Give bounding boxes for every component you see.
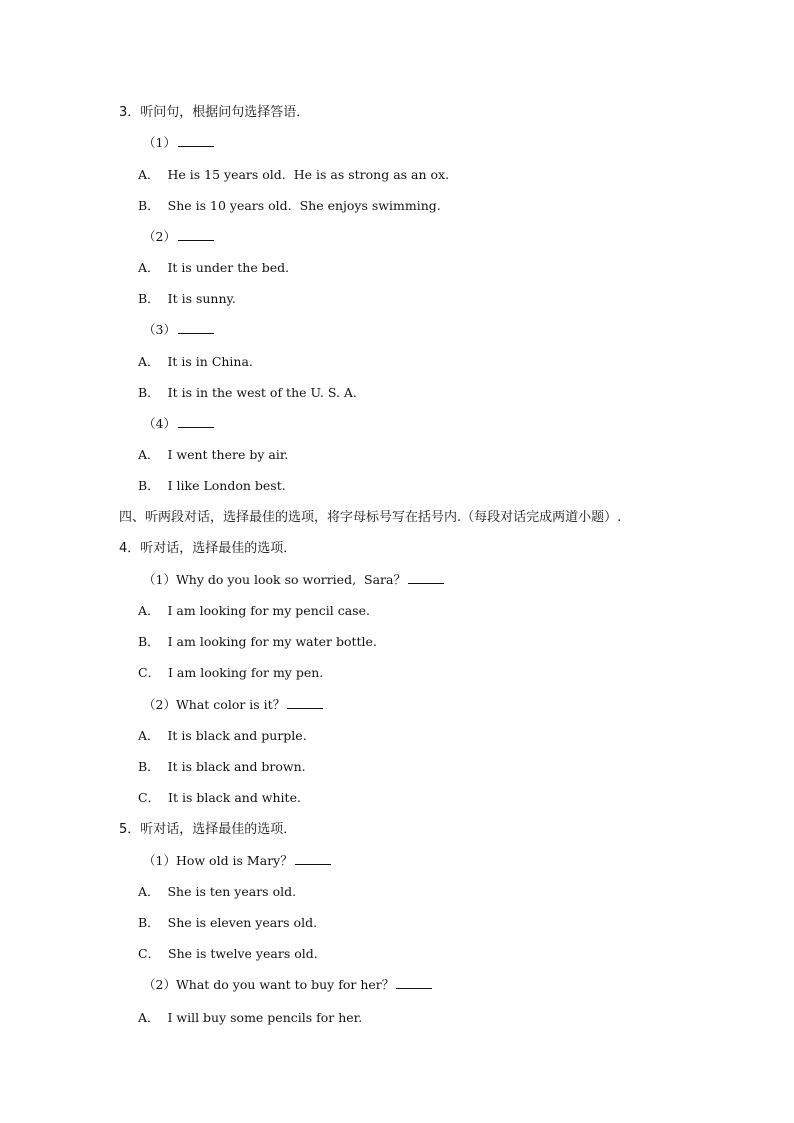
q4-1-option-a: A． I am looking for my pencil case. bbox=[138, 603, 370, 618]
q3-4-prompt bbox=[143, 415, 214, 433]
q3-2-label: （2） bbox=[143, 229, 176, 244]
q3-3-option-a: A． It is in China. bbox=[138, 354, 253, 369]
q4-2-prompt bbox=[143, 696, 323, 714]
q5-1-option-a: A． She is ten years old. bbox=[138, 884, 297, 899]
q3-4-option-b: B． I like London best. bbox=[138, 478, 286, 493]
q3-2-option-a: A． It is under the bed. bbox=[138, 260, 290, 275]
question-4-title: 4．听对话，选择最佳的选项． bbox=[119, 541, 297, 556]
q5-2-label: （2）What do you want to buy for her？ bbox=[143, 977, 395, 992]
q4-2-option-c: C． It is black and white. bbox=[138, 790, 301, 805]
answer-blank[interactable] bbox=[295, 852, 331, 865]
q4-2-option-a: A． It is black and purple. bbox=[138, 728, 307, 743]
answer-blank[interactable] bbox=[178, 228, 214, 241]
q3-2-prompt bbox=[143, 228, 214, 246]
q3-3-option-b: B． It is in the west of the U. S. A. bbox=[138, 385, 357, 400]
q5-1-option-b: B． She is eleven years old. bbox=[138, 915, 318, 930]
q4-1-option-c: C． I am looking for my pen. bbox=[138, 665, 324, 680]
q3-1-option-a: A． He is 15 years old. He is as strong as an ox. bbox=[138, 167, 450, 182]
answer-blank[interactable] bbox=[178, 321, 214, 334]
q5-2-prompt bbox=[143, 976, 432, 994]
answer-blank[interactable] bbox=[178, 134, 214, 147]
question-3-title: 3．听问句，根据问句选择答语． bbox=[119, 105, 310, 120]
q3-4-option-a: A． I went there by air. bbox=[138, 447, 289, 462]
q3-4-label: （4） bbox=[143, 416, 176, 431]
q3-2-option-b: B． It is sunny. bbox=[138, 291, 236, 306]
q3-3-prompt bbox=[143, 321, 214, 339]
q4-2-option-b: B． It is black and brown. bbox=[138, 759, 306, 774]
q3-1-option-b: B． She is 10 years old. She enjoys swimming. bbox=[138, 198, 441, 213]
q5-2-option-a: A． I will buy some pencils for her. bbox=[138, 1010, 363, 1025]
q5-1-prompt bbox=[143, 852, 331, 870]
answer-blank[interactable] bbox=[408, 571, 444, 584]
section-4-heading: 四、听两段对话，选择最佳的选项，将字母标号写在括号内.（每段对话完成两道小题）. bbox=[119, 510, 622, 525]
answer-blank[interactable] bbox=[287, 696, 323, 709]
q5-1-option-c: C． She is twelve years old. bbox=[138, 946, 318, 961]
q3-1-label: （1） bbox=[143, 135, 176, 150]
q4-2-label: （2）What color is it？ bbox=[143, 697, 286, 712]
q4-1-option-b: B． I am looking for my water bottle. bbox=[138, 634, 377, 649]
q3-3-label: （3） bbox=[143, 322, 176, 337]
q4-1-prompt bbox=[143, 571, 444, 589]
answer-blank[interactable] bbox=[396, 976, 432, 989]
question-5-title: 5．听对话，选择最佳的选项． bbox=[119, 822, 297, 837]
q3-1-prompt bbox=[143, 134, 214, 152]
q4-1-label: （1）Why do you look so worried, Sara？ bbox=[143, 572, 406, 587]
answer-blank[interactable] bbox=[178, 415, 214, 428]
q5-1-label: （1）How old is Mary？ bbox=[143, 853, 293, 868]
